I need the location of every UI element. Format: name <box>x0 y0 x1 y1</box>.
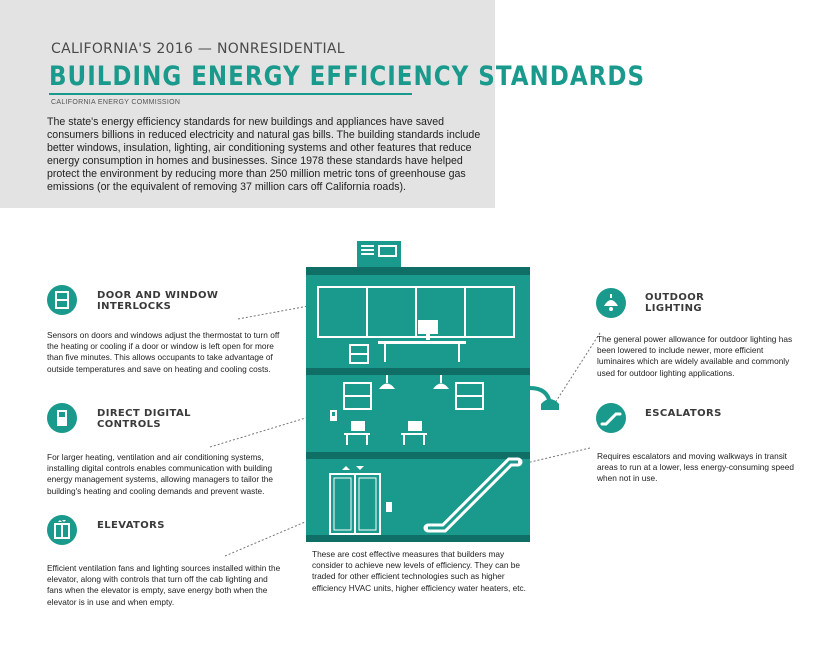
elevator-icon <box>47 515 77 545</box>
thermostat-icon <box>330 410 337 421</box>
footer-note: These are cost effective measures that builders may consider to achieve new levels of efficiency. They can be traded for other efficient technologies such as higher efficiency HVAC units, higher efficiency water heaters, etc. <box>312 549 526 593</box>
header-kicker: CALIFORNIA'S 2016 — NONRESIDENTIAL <box>51 41 345 57</box>
leader-outdoor-lighting <box>553 333 600 406</box>
building-shell <box>306 267 530 542</box>
outdoor-lighting-icon <box>596 288 626 318</box>
elevators-title: ELEVATORS <box>97 520 165 531</box>
escalators-description: Requires escalators and moving walkways in transit areas to run at a lower, less energy-consuming speed when not in use. <box>597 451 794 484</box>
organization-name: CALIFORNIA ENERGY COMMISSION <box>51 99 181 106</box>
outdoor-lighting-title: OUTDOOR LIGHTING <box>645 292 705 314</box>
escalators-title: ESCALATORS <box>645 408 722 419</box>
page-title: BUILDING ENERGY EFFICIENCY STANDARDS <box>49 62 646 92</box>
outdoor-light-fixture <box>530 388 559 410</box>
intro-paragraph: The state's energy efficiency standards for new buildings and appliances have saved consumers billions in reduced electricity and natural gas bills. The building standards include better windows, insulation, lighting, air conditioning systems and other features that reduce energy consumption in homes and businesses. Since 1978 these standards have helped protect the environment by reducing more than 250 million metric tons of greenhouse gas emissions (or the equivalent of removing 37 million cars off California roads). <box>47 116 481 193</box>
digital-controls-icon <box>47 403 77 433</box>
outdoor-lighting-description: The general power allowance for outdoor lighting has been lowered to include newer, more efficient luminaires which are widely available and commonly used for outdoor lighting applications. <box>597 334 793 378</box>
rooftop-hvac-icon <box>357 241 401 268</box>
digital-controls-title: DIRECT DIGITAL CONTROLS <box>97 408 191 430</box>
digital-controls-description: For larger heating, ventilation and air conditioning systems, installing digital controls enables communication with building energy management systems, allowing managers to tailor the building's heating and cooling demands and prevent waste. <box>47 452 273 496</box>
elevators-description: Efficient ventilation fans and lighting sources installed within the elevator, along with controls that turn off the cab lighting and fans when the elevator is empty, save energy both when the elevator is in use and when empty. <box>47 563 281 607</box>
door-window-icon <box>47 285 77 315</box>
door-window-description: Sensors on doors and windows adjust the thermostat to turn off the heating or cooling if a door or window is left open for more than five minutes. This allows occupants to take advantage of outside temperatures and save on heating and cooling costs. <box>47 330 280 374</box>
escalator-icon <box>596 403 626 433</box>
door-window-title: DOOR AND WINDOW INTERLOCKS <box>97 290 219 312</box>
